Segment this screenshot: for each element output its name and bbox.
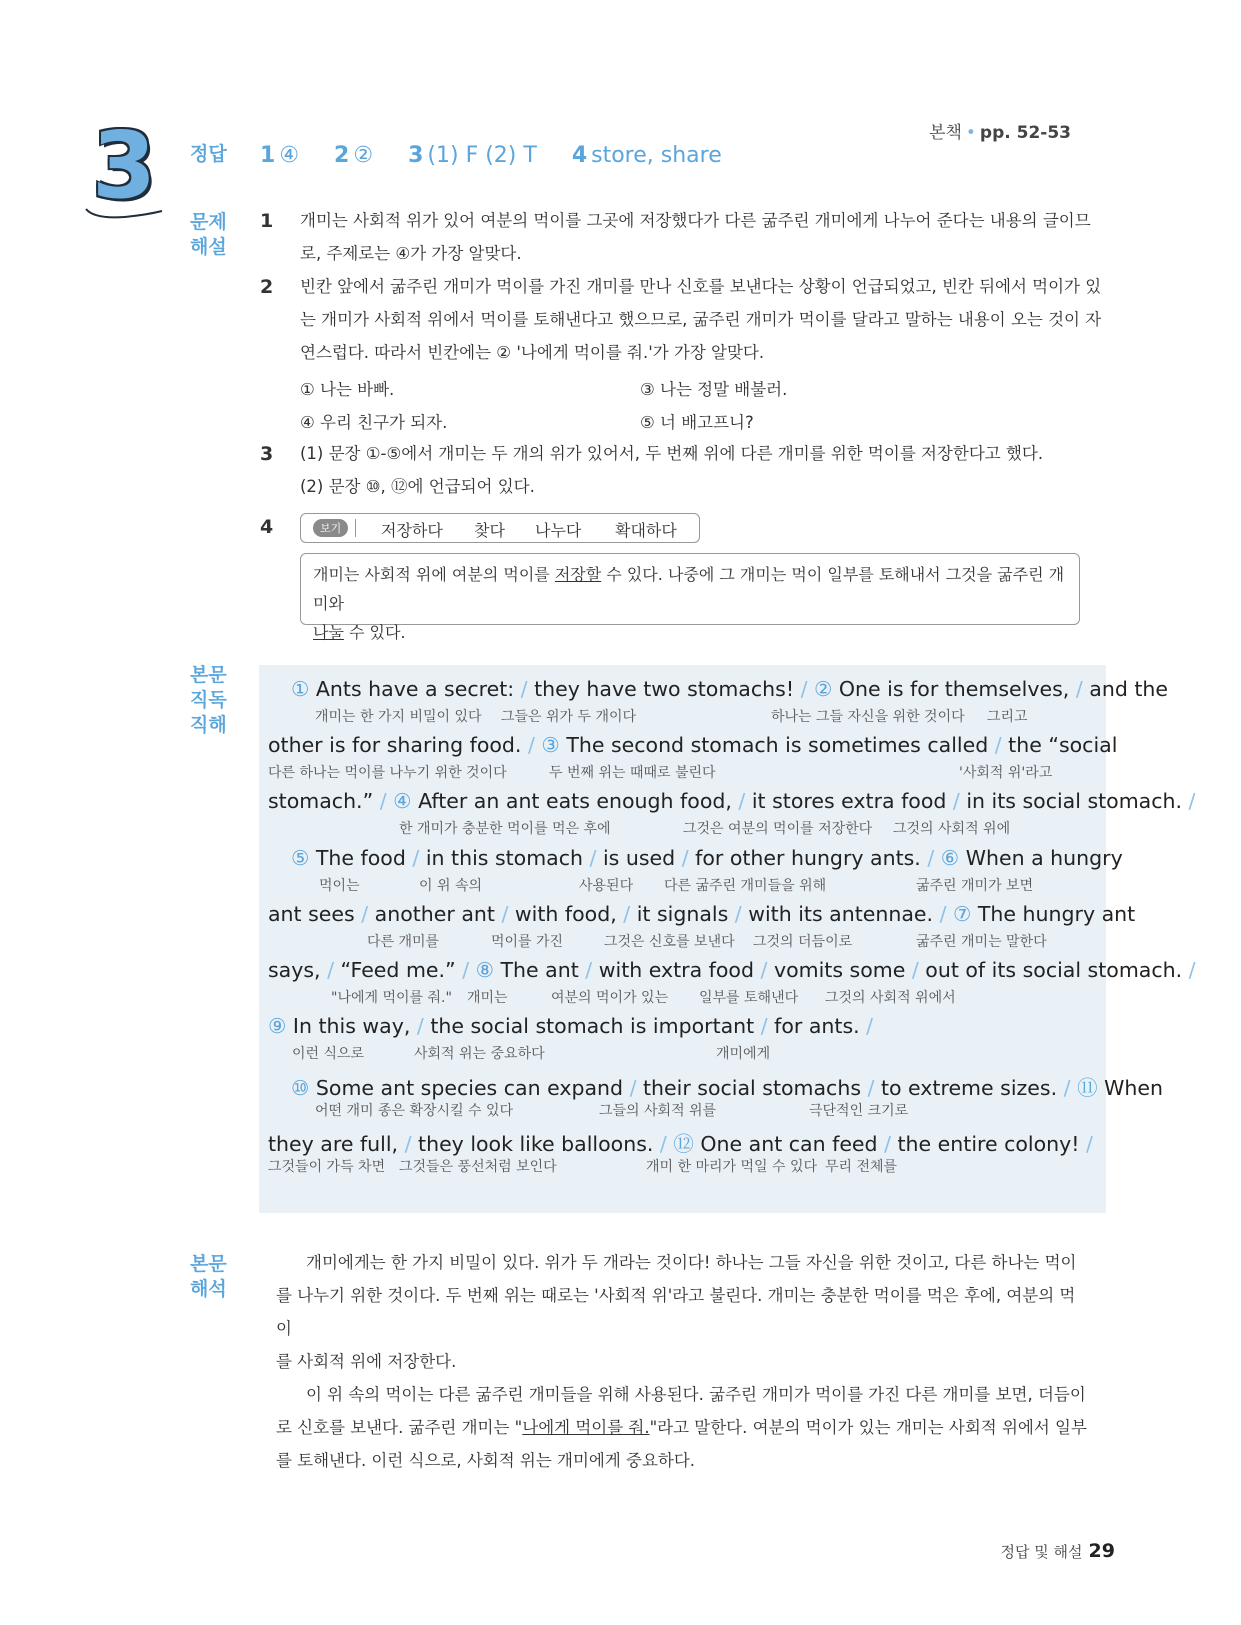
option-1: ① 나는 바빠. [300,380,395,399]
sentence-number: ⑫ [666,1132,694,1156]
reading-korean-gloss: 개미에게 [716,1046,771,1062]
sentence-number: ⑨ [268,1014,287,1038]
reading-english-line [268,1014,873,1038]
english-chunk: the “social [1001,733,1118,757]
chunk-slash: / [462,958,470,982]
chunk-slash: / [866,1014,874,1038]
reading-korean-gloss: 이 위 속의 [419,878,482,894]
reading-korean-gloss: 다른 개미를 [367,934,440,950]
translation-paragraph-2: 이 위 속의 먹이는 다른 굶주린 개미들을 위해 사용된다. 굶주린 개미가 먹이를 가진 다른 개미를 보면, 더듬이 로 신호를 보낸다. 굶주린 개미는 "나에게 먹이를 줘."라고 말한다. 여분의 먹이가 있는 개미는 사회적 위에서 일부 를 토해낸다. 이런 식으로, 사회적 위는 개미에게 중요하다. [276,1385,1087,1470]
answer-list [260,143,750,168]
reading-korean-gloss: 일부를 토해낸다 [699,990,799,1006]
reading-korean-gloss: 한 개미가 충분한 먹이를 먹은 후에 [399,821,611,837]
sentence-number: ⑩ [291,1076,310,1100]
english-chunk: The hungry ant [971,902,1136,926]
reading-korean-gloss: 사용된다 [579,878,634,894]
english-chunk: they are full, [268,1132,405,1156]
english-chunk: with food, [508,902,624,926]
word-bank-tag: 보기 [313,519,348,537]
sentence-number: ⑤ [291,846,310,870]
english-chunk: in this stomach [419,846,590,870]
reading-korean-gloss: 그것들이 가득 차면 [268,1159,386,1175]
question-1-explanation: 개미는 사회적 위가 있어 여분의 먹이를 그곳에 저장했다가 다른 굶주린 개미에게 나누어 준다는 내용의 글이므 로, 주제로는 ④가 가장 알맞다. [300,211,1091,263]
question-2-explanation: 빈칸 앞에서 굶주린 개미가 먹이를 가진 개미를 만나 신호를 보낸다는 상황이 언급되었고, 빈칸 뒤에서 먹이가 있 는 개미가 사회적 위에서 먹이를 토해낸다고 했으므로, 굶주린 개미가 먹이를 달라고 말하는 내용이 오는 것이 자 연스럽다. 따라서 빈칸에는 ② '나에게 먹이를 줘.'가 가장 알맞다. [300,277,1102,362]
chunk-slash: / [327,958,335,982]
english-chunk: in its social stomach. [959,789,1189,813]
blank-answer-store: 저장할 [554,565,602,584]
english-chunk: One ant can feed [693,1132,885,1156]
reading-korean-gloss: 그것의 사회적 위에 [893,821,1011,837]
explanation-label: 문제 해설 [190,211,227,258]
english-chunk: Some ant species can expand [309,1076,630,1100]
reading-korean-gloss: 그것은 신호를 보낸다 [604,934,735,950]
reading-english-line [268,789,1195,813]
english-chunk: Ants have a secret: [309,677,521,701]
reading-korean-gloss: 어떤 개미 종은 확장시킬 수 있다 [315,1103,514,1119]
word-bank-box [300,513,700,543]
reading-korean-gloss: 극단적인 크기로 [809,1103,909,1119]
english-chunk: The food [309,846,413,870]
blank-answer-share: 나눌 [313,623,344,642]
chunk-slash: / [1063,1076,1071,1100]
english-chunk: it signals [630,902,735,926]
chunk-slash: / [1188,789,1196,813]
english-chunk: for ants. [767,1014,867,1038]
english-chunk: it stores extra food [745,789,953,813]
reading-english-line [268,902,1135,926]
reading-english-line [268,733,1117,757]
english-chunk: The second stomach is sometimes called [559,733,995,757]
reading-korean-gloss: 그리고 [987,709,1028,725]
sentence-number: ⑪ [1070,1076,1098,1100]
reading-korean-gloss: 그들은 위가 두 개이다 [501,709,637,725]
reading-korean-gloss: 그것은 여분의 먹이를 저장한다 [683,821,873,837]
option-4: ④ 우리 친구가 되자. [300,413,448,432]
book-page-reference [929,118,1071,143]
reading-english-line [268,1127,1093,1157]
word-bank-item: 저장하다 [381,521,443,540]
page-number: 29 [1088,1540,1115,1562]
english-chunk: the social stomach is important [423,1014,761,1038]
chunk-slash: / [589,846,597,870]
footer-label: 정답 및 해설 [1000,1543,1083,1561]
sentence-number: ⑥ [934,846,960,870]
reading-korean-gloss: 그것의 사회적 위에서 [825,990,956,1006]
question-4-number: 4 [260,516,274,538]
english-chunk: One is for themselves, [832,677,1076,701]
option-5: ⑤ 너 배고프니? [640,413,754,432]
reading-korean-gloss: 무리 전체를 [825,1159,898,1175]
translation-paragraph-1: 개미에게는 한 가지 비밀이 있다. 위가 두 개라는 것이다! 하나는 그들 자신을 위한 것이고, 다른 하나는 먹이 를 나누기 위한 것이다. 두 번째 위는 때로는 '사회적 위'라고 불린다. 개미는 충분한 먹이를 먹은 후에, 여분의 먹이 를 사회적 위에 저장한다. [276,1253,1077,1371]
reading-korean-gloss: 두 번째 위는 때때로 불린다 [549,765,716,781]
reading-korean-gloss: 개미는 한 가지 비밀이 있다 [315,709,482,725]
reading-korean-gloss: "나에게 먹이를 줘." [331,990,452,1006]
english-chunk: to extreme sizes. [874,1076,1064,1100]
chunk-slash: / [939,902,947,926]
chunk-slash: / [379,789,387,813]
english-chunk: other is for sharing food. [268,733,528,757]
reading-korean-gloss: '사회적 위'라고 [959,765,1053,781]
reading-label: 본문 직독 직해 [190,664,227,736]
reading-korean-gloss: 굶주린 개미는 말한다 [916,934,1047,950]
sentence-number: ④ [386,789,412,813]
answers-label: 정답 [190,143,227,165]
book-label: 본책 [929,123,962,143]
english-chunk: stomach.” [268,789,380,813]
sentence-number: ① [291,677,310,701]
english-chunk: says, [268,958,328,982]
chunk-slash: / [1075,677,1083,701]
chunk-slash: / [760,1014,768,1038]
chunk-slash: / [1188,958,1196,982]
chunk-slash: / [800,677,808,701]
chunk-slash: / [623,902,631,926]
answer-4: 4 store, share [571,143,722,168]
word-bank-item: 확대하다 [615,521,677,540]
direct-reading-panel [259,665,1196,1213]
english-chunk: they have two stomachs! [527,677,801,701]
english-chunk: out of its social stomach. [918,958,1189,982]
chunk-slash: / [1086,1132,1093,1156]
chunk-slash: / [927,846,935,870]
reading-korean-gloss: 이런 식으로 [292,1046,365,1062]
translation-label: 본문 해석 [190,1253,227,1300]
sentence-number: ② [807,677,833,701]
reading-korean-gloss: 하나는 그들 자신을 위한 것이다 [771,709,965,725]
swoosh-decoration [84,205,164,221]
page-footer [1001,1540,1115,1562]
sentence-number: ③ [534,733,560,757]
reading-korean-gloss: 그것의 더듬이로 [753,934,853,950]
english-chunk: In this way, [286,1014,417,1038]
chunk-slash: / [412,846,420,870]
chunk-slash: / [952,789,960,813]
reading-korean-gloss: 먹이는 [319,878,360,894]
chunk-slash: / [416,1014,424,1038]
chunk-slash: / [734,902,742,926]
sentence-number: ⑧ [469,958,495,982]
english-chunk: When [1097,1076,1163,1100]
reading-english-line [268,958,1196,982]
chunk-slash: / [760,958,768,982]
summary-text: 개미는 사회적 위에 여분의 먹이를 저장할 수 있다. 나중에 그 개미는 먹이 일부를 토해내서 그것을 굶주린 개미와 나눌 수 있다. [313,565,1065,642]
option-3: ③ 나는 정말 배불러. [640,380,788,399]
reading-korean-gloss: 개미 한 마리가 먹일 수 있다 [646,1159,818,1175]
chunk-slash: / [659,1132,667,1156]
english-chunk: and the [1082,677,1168,701]
english-chunk: After an ant eats enough food, [411,789,739,813]
answer-2: 2 ② [334,143,374,168]
question-3-number: 3 [260,443,274,465]
chunk-slash: / [629,1076,637,1100]
english-chunk: with its antennae. [741,902,940,926]
answer-1: 1 ④ [260,143,300,168]
english-chunk: is used [596,846,682,870]
chunk-slash: / [681,846,689,870]
chunk-slash: / [738,789,746,813]
reading-english-line [291,1071,1163,1101]
reading-english-line [291,677,1168,701]
chunk-slash: / [585,958,593,982]
summary-box [300,553,1080,642]
sentence-number: ⑦ [946,902,972,926]
english-chunk: vomits some [767,958,912,982]
unit-number: 3 [92,112,157,219]
chunk-slash: / [867,1076,875,1100]
reading-korean-gloss: 개미는 [467,990,508,1006]
reading-korean-gloss: 그들의 사회적 위를 [599,1103,717,1119]
english-chunk: they look like balloons. [411,1132,660,1156]
question-2-number: 2 [260,276,274,298]
chunk-slash: / [911,958,919,982]
chunk-slash: / [884,1132,891,1156]
english-chunk: with extra food [592,958,761,982]
english-chunk: “Feed me.” [334,958,463,982]
question-1-number: 1 [260,210,274,232]
english-chunk: When a hungry [959,846,1123,870]
reading-korean-gloss: 그것들은 풍선처럼 보인다 [399,1159,557,1175]
english-chunk: ant sees [268,902,362,926]
reading-korean-gloss: 여분의 먹이가 있는 [551,990,669,1006]
english-chunk: for other hungry ants. [688,846,928,870]
chunk-slash: / [520,677,528,701]
translation-text [276,1246,1088,1477]
chunk-slash: / [527,733,535,757]
chunk-slash: / [994,733,1002,757]
english-chunk: The ant [494,958,586,982]
reading-korean-gloss: 굶주린 개미가 보면 [916,878,1034,894]
reading-korean-gloss: 다른 하나는 먹이를 나누기 위한 것이다 [268,765,507,781]
word-bank-item: 찾다 [474,521,505,540]
english-chunk: their social stomachs [636,1076,868,1100]
english-chunk: the entire colony! [891,1132,1087,1156]
english-chunk: another ant [368,902,502,926]
divider [355,519,356,537]
chunk-slash: / [361,902,369,926]
chunk-slash: / [404,1132,412,1156]
reading-korean-gloss: 사회적 위는 중요하다 [414,1046,545,1062]
question-3-explanation: (1) 문장 ①-⑤에서 개미는 두 개의 위가 있어서, 두 번째 위에 다른 개미를 위한 먹이를 저장한다고 했다. (2) 문장 ⑩, ⑫에 언급되어 있다. [300,444,1044,496]
chunk-slash: / [501,902,509,926]
page-range: pp. 52-53 [979,123,1071,143]
word-bank-item: 나누다 [535,521,582,540]
reading-korean-gloss: 다른 굶주린 개미들을 위해 [664,878,827,894]
dot-separator: • [965,123,976,143]
answer-3: 3 (1) F (2) T [408,143,537,168]
reading-english-line [291,846,1123,870]
reading-korean-gloss: 먹이를 가진 [491,934,564,950]
